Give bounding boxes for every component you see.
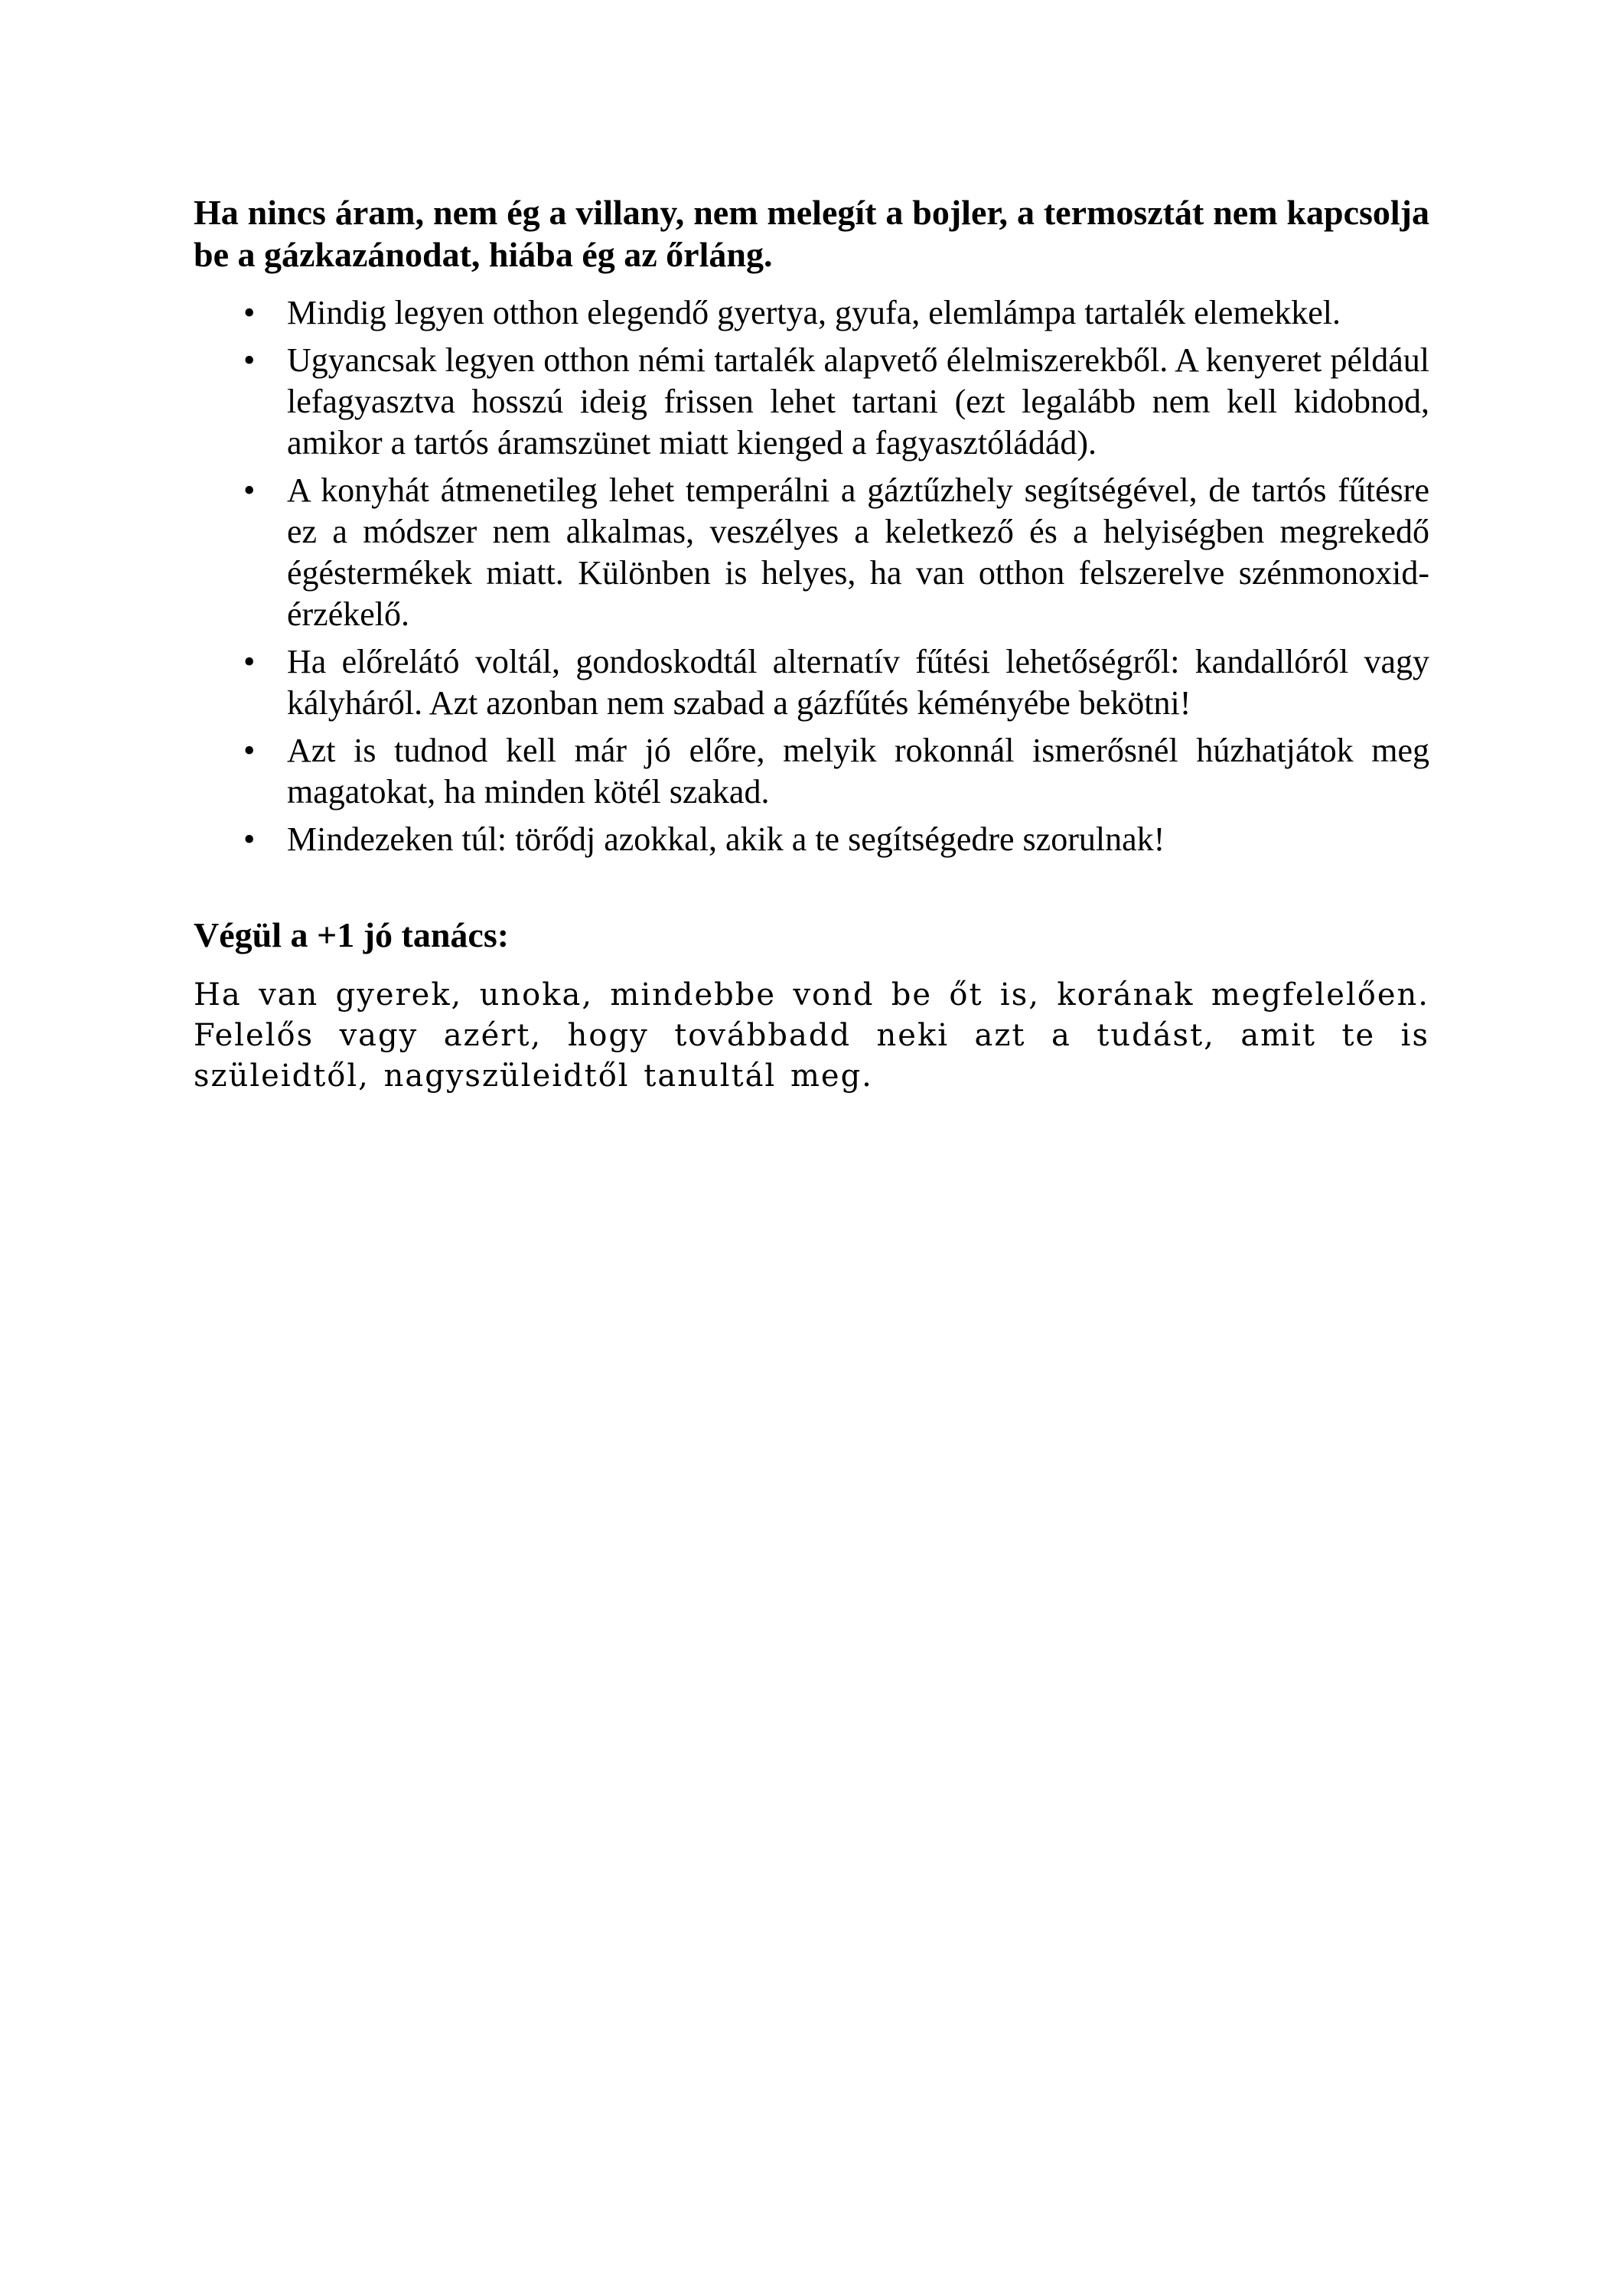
bullet-icon: • [243, 820, 256, 858]
bullet-icon: • [243, 643, 256, 680]
bullet-icon: • [243, 732, 256, 769]
list-item-text: Mindezeken túl: törődj azokkal, akik a te segítségedre szorulnak! [287, 820, 1165, 858]
list-item [194, 292, 1429, 334]
list-item-text: Ugyancsak legyen otthon némi tartalék alapvető élelmiszerekből. A kenyeret például lefagyasztva hosszú ideig frissen lehet tartani (ezt legalább nem kell kidobnod, amikor a tartós áramszünet miatt kienged a fagyasztóládád). [287, 341, 1429, 461]
bullet-icon: • [243, 341, 256, 379]
list-item [194, 819, 1429, 860]
bullet-list [194, 292, 1429, 860]
document-subheading: Végül a +1 jó tanács: [194, 915, 510, 954]
list-item [194, 340, 1429, 464]
list-item [194, 641, 1429, 724]
bullet-icon: • [243, 471, 256, 509]
bullet-icon: • [243, 294, 256, 331]
list-item [194, 470, 1429, 635]
list-item-text: Azt is tudnod kell már jó előre, melyik rokonnál ismerősnél húzhatjátok meg magatokat, ha minden kötél szakad. [287, 732, 1429, 810]
closing-paragraph: Ha van gyerek, unoka, mindebbe vond be őt is, korának megfelelően. Felelős vagy azért, hogy továbbadd neki azt a tudást, amit te is szüleidtől, nagyszüleidtől tanultál meg. [194, 977, 1429, 1094]
list-item-text: Ha előrelátó voltál, gondoskodtál alternatív fűtési lehetőségről: kandallóról vagy kályháról. Azt azonban nem szabad a gázfűtés kéményébe bekötni! [287, 643, 1429, 722]
list-item-text: Mindig legyen otthon elegendő gyertya, gyufa, elemlámpa tartalék elemekkel. [287, 294, 1341, 331]
list-item [194, 730, 1429, 813]
list-item-text: A konyhát átmenetileg lehet temperálni a gáztűzhely segítségével, de tartós fűtésre ez a módszer nem alkalmas, veszélyes a keletkező és a helyiségben megrekedő égéstermékek miatt. Különben is helyes, ha van otthon felszerelve szénmonoxid-érzékelő. [287, 471, 1429, 633]
document-heading: Ha nincs áram, nem ég a villany, nem melegít a bojler, a termosztát nem kapcsolja be a gázkazánodat, hiába ég az őrláng. [194, 193, 1429, 274]
